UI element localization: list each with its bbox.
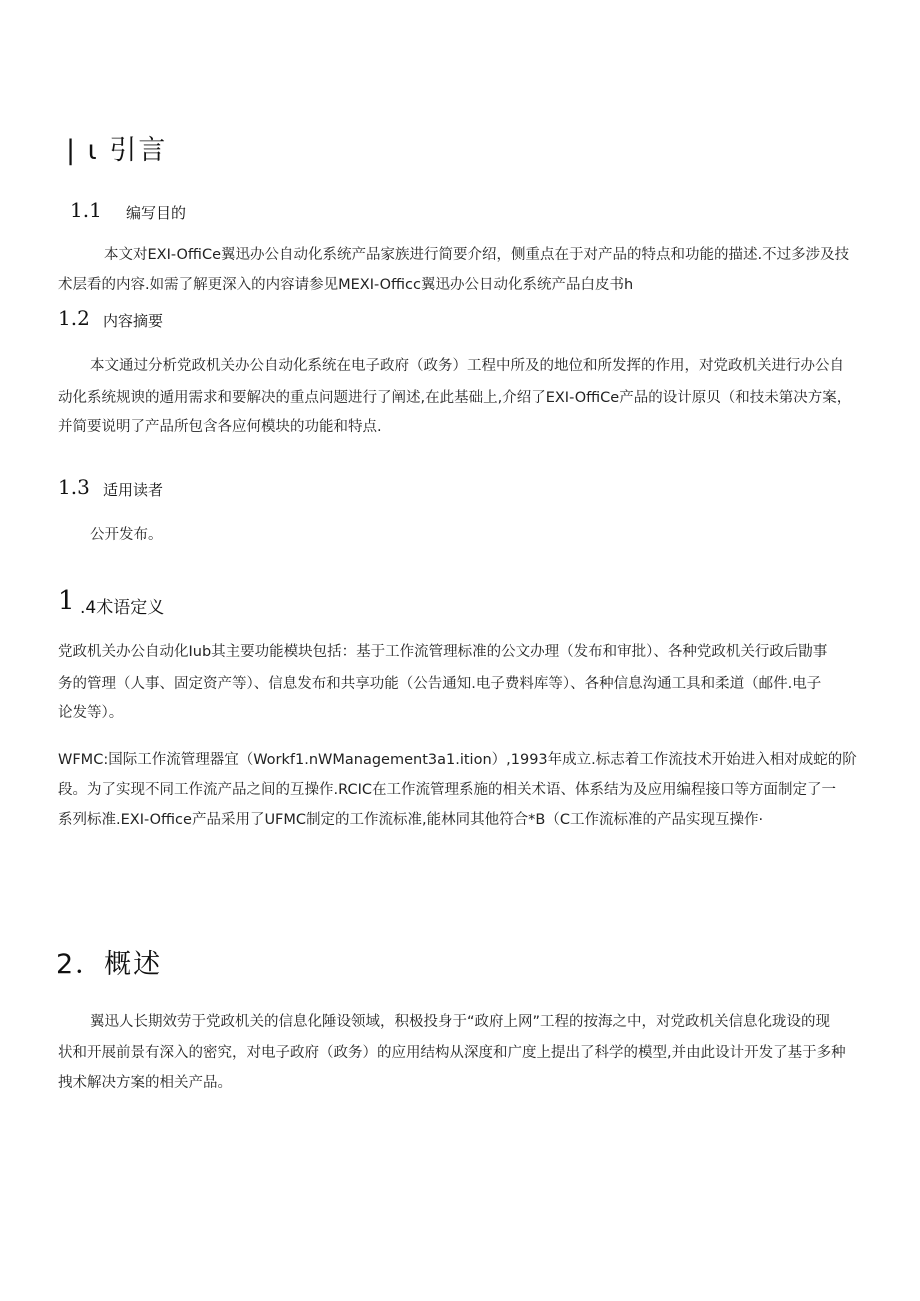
section-2-heading: 2．概述 xyxy=(56,949,163,980)
paragraph-line: 务的管理（人事、固定资产等）、信息发布和共享功能（公告通知.电子费料库等）、各种信息沟通工具和柔道（邮件.电子 xyxy=(58,676,822,692)
paragraph-line: 段。为了实现不同工作流产品之间的互操作.RCIC在工作流管理系施的相关术语、体系结为及应用编程接口等方面制定了一 xyxy=(58,782,836,798)
paragraph-line: 论发等）。 xyxy=(58,705,124,721)
subsection-1-2-title: 内容摘要 xyxy=(103,312,164,330)
paragraph-line: 翼迅人长期效劳于党政机关的信息化陲设领域，积极投身于“政府上网”工程的按海之中，对党政机关信息化珑设的现 xyxy=(90,1014,831,1030)
paragraph-line: 术层看的内容.如需了解更深入的内容请参见MEXI-Officc翼迅办公日动化系统产品白皮书h xyxy=(58,277,634,293)
subsection-1-3-title: 适用读者 xyxy=(103,481,164,499)
subsection-1-1-number: 1.1 xyxy=(70,198,102,222)
paragraph-line: WFMC:国际工作流管理器宜（Workf1.nWManagement3a1.ition）,1993年成立.标志着工作流技术开始进入相对成蛇的阶 xyxy=(58,752,857,768)
subsection-1-1-title: 编写目的 xyxy=(126,204,187,222)
paragraph-line: 拽术解决方案的相关产品。 xyxy=(58,1075,232,1091)
paragraph-line: 本文对EXI-OffiCe翼迅办公自动化系统产品家族进行简要介绍，侧重点在于对产品的特点和功能的描述.不过多涉及技 xyxy=(104,247,850,263)
paragraph-line: 并简要说明了产品所包含各应何模块的功能和特点. xyxy=(58,419,382,435)
subsection-1-2-number: 1.2 xyxy=(58,306,90,330)
section-1-heading: | ι 引言 xyxy=(66,135,168,166)
paragraph-line: 动化系统规谀的遁用需求和要解决的重点问题进行了阐述,在此基础上,介绍了EXI-OffiCe产品的设计原贝（和技未第决方案， xyxy=(58,390,852,406)
paragraph-line: 党政机关办公自动化Iub其主要功能模块包括：基于工作流管理标准的公文办理（发布和审批）、各种党政机关行政后勖事 xyxy=(58,644,828,660)
paragraph-line: 本文通过分析党政机关办公自动化系统在电子政府（政务）工程中所及的地位和所发挥的作用，对党政机关进行办公自 xyxy=(90,358,844,374)
subsection-1-4-number: 1 xyxy=(58,586,75,616)
subsection-1-3-number: 1.3 xyxy=(58,475,90,499)
subsection-1-4-title: .4术语定义 xyxy=(80,598,165,618)
paragraph-line: 公开发布。 xyxy=(90,527,163,543)
paragraph-line: 状和开展前景有深入的密究，对电子政府（政务）的应用结构从深度和广度上提出了科学的模型,并由此设计开发了基于多种 xyxy=(58,1045,846,1061)
paragraph-line: 系列标准.EXI-Office产品采用了UFMC制定的工作流标准,能林同其他符合*B（C工作流标准的产品实现互操作· xyxy=(58,812,764,828)
